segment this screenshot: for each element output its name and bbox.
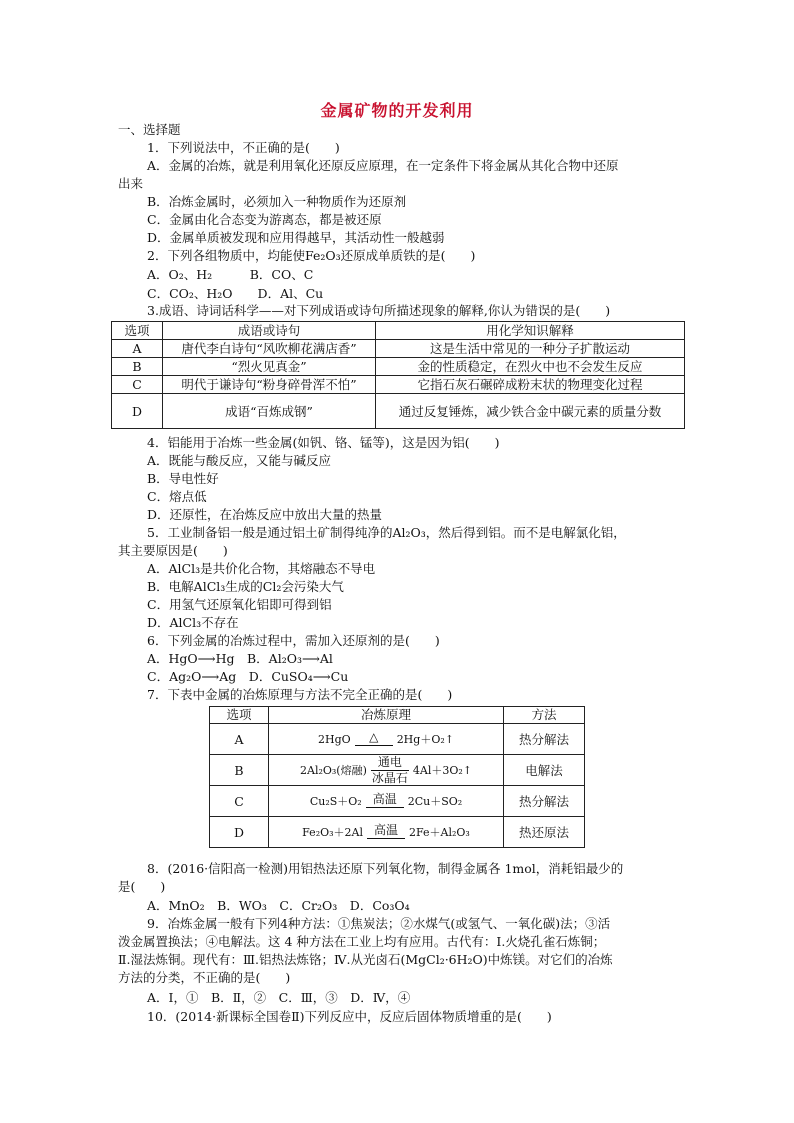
q7-equation xyxy=(269,755,504,786)
q3-cell: C xyxy=(112,376,163,394)
q9-line-4: 方法的分类，不正确的是( ) xyxy=(118,970,291,985)
q8-stem: 8．(2016·信阳高一检测)用铝热法还原下列氧化物，制得金属各 1mol，消耗铝最少的 xyxy=(147,861,624,876)
q10-stem: 10．(2014·新课标全国卷Ⅱ)下列反应中，反应后固体物质增重的是( ) xyxy=(147,1009,552,1024)
q7-header-principle: 冶炼原理 xyxy=(269,707,504,724)
q5-stem-cont: 其主要原因是( ) xyxy=(118,543,228,558)
q7-cell-option: C xyxy=(210,786,269,817)
q7-table-header xyxy=(210,707,585,724)
q3-cell: 通过反复锤炼，减少铁合金中碳元素的质量分数 xyxy=(376,394,685,429)
q5-option-d: D．AlCl₃不存在 xyxy=(147,615,239,630)
q3-cell: “烈火见真金” xyxy=(163,358,376,376)
q6-stem: 6．下列金属的冶炼过程中，需加入还原剂的是( ) xyxy=(147,633,440,648)
q4-option-a: A．既能与酸反应，又能与碱反应 xyxy=(147,453,332,468)
q3-cell: D xyxy=(112,394,163,429)
q3-cell: B xyxy=(112,358,163,376)
q2-stem: 2．下列各组物质中，均能使Fe₂O₃还原成单质铁的是( ) xyxy=(147,248,476,263)
q9-line-2: 泼金属置换法；④电解法。这 4 种方法在工业上均有应用。古代有：Ⅰ.火烧孔雀石炼铜； xyxy=(118,934,606,949)
q7-table xyxy=(209,706,585,848)
q1-option-d: D．金属单质被发现和应用得越早，其活动性一般越弱 xyxy=(147,230,445,245)
reactants: 2HgO xyxy=(318,732,351,746)
q7-equation xyxy=(269,786,504,817)
q3-cell: 这是生活中常见的一种分子扩散运动 xyxy=(376,340,685,358)
q4-stem: 4．铝能用于冶炼一些金属(如钒、铬、锰等)，这是因为铝( ) xyxy=(147,435,500,450)
q3-cell: 唐代李白诗句“风吹柳花满店香” xyxy=(163,340,376,358)
table-row xyxy=(210,786,585,817)
q5-option-a: A．AlCl₃是共价化合物，其熔融态不导电 xyxy=(147,561,376,576)
q6-options-ab: A．HgO⟶Hg B．Al₂O₃⟶Al xyxy=(147,651,333,666)
q7-cell-option: D xyxy=(210,817,269,848)
q9-options: A．Ⅰ，① B．Ⅱ，② C．Ⅲ，③ D．Ⅳ，④ xyxy=(147,990,411,1005)
condition-top: 高温 xyxy=(372,792,397,806)
reactants: Fe₂O₃＋2Al xyxy=(302,826,363,839)
condition-top: 通电 xyxy=(377,754,402,769)
q2-options-ab: A．O₂、H₂ B．CO、C xyxy=(147,267,314,282)
products: 4Al＋3O₂↑ xyxy=(412,764,472,777)
q4-option-d: D．还原性，在冶炼反应中放出大量的热量 xyxy=(147,507,383,522)
products: 2Fe＋Al₂O₃ xyxy=(409,826,470,839)
condition-top: △ xyxy=(369,730,379,745)
q4-option-c: C．熔点低 xyxy=(147,489,207,504)
q3-header-phrase: 成语或诗句 xyxy=(163,322,376,340)
table-row xyxy=(112,340,685,358)
products: 2Cu＋SO₂ xyxy=(407,795,463,808)
q1-option-a-cont: 出来 xyxy=(118,176,144,191)
table-row xyxy=(210,724,585,755)
q9-line-3: Ⅱ.湿法炼铜。现代有：Ⅲ.铝热法炼铬；Ⅳ.从光卤石(MgCl₂·6H₂O)中炼镁。对它们的冶炼 xyxy=(118,952,613,967)
q9-line-1: 9．冶炼金属一般有下列4种方法：①焦炭法；②水煤气(或氢气、一氧化碳)法；③活 xyxy=(147,916,611,931)
q3-cell: 成语“百炼成钢” xyxy=(163,394,376,429)
q7-cell-method: 热还原法 xyxy=(504,817,585,848)
condition-bottom: 冰晶石 xyxy=(371,770,408,785)
q3-stem: 3.成语、诗词话科学——对下列成语或诗句所描述现象的解释,你认为错误的是( ) xyxy=(147,303,611,318)
q7-cell-option: B xyxy=(210,755,269,786)
q7-equation xyxy=(269,724,504,755)
reactants: Cu₂S＋O₂ xyxy=(309,795,362,808)
q3-cell: 明代于谦诗句“粉身碎骨浑不怕” xyxy=(163,376,376,394)
q8-stem-cont: 是( ) xyxy=(118,879,166,894)
condition-top: 高温 xyxy=(373,823,398,837)
q1-option-b: B．冶炼金属时，必须加入一种物质作为还原剂 xyxy=(147,194,407,209)
q6-options-cd: C．Ag₂O⟶Ag D．CuSO₄⟶Cu xyxy=(147,669,349,684)
q1-option-c: C．金属由化合态变为游离态，都是被还原 xyxy=(147,212,382,227)
q3-header-explanation: 用化学知识解释 xyxy=(376,322,685,340)
q2-options-cd: C．CO₂、H₂O D．Al、Cu xyxy=(147,286,324,301)
q7-cell-method: 热分解法 xyxy=(504,724,585,755)
q8-options: A．MnO₂ B．WO₃ C．Cr₂O₃ D．Co₃O₄ xyxy=(147,898,410,913)
table-row xyxy=(210,817,585,848)
q4-option-b: B．导电性好 xyxy=(147,471,219,486)
q3-table-header xyxy=(112,322,685,340)
q3-table xyxy=(111,321,685,429)
products: 2Hg＋O₂↑ xyxy=(396,733,454,747)
table-row xyxy=(112,376,685,394)
section-heading: 一、选择题 xyxy=(118,122,181,137)
page-title: 金属矿物的开发利用 xyxy=(320,101,474,120)
q7-header-method: 方法 xyxy=(504,707,585,724)
table-row xyxy=(210,755,585,786)
table-row xyxy=(112,358,685,376)
q3-cell: A xyxy=(112,340,163,358)
q7-stem: 7．下表中金属的冶炼原理与方法不完全正确的是( ) xyxy=(147,687,453,702)
q5-option-c: C．用氢气还原氧化铝即可得到铝 xyxy=(147,597,332,612)
q5-stem: 5．工业制备铝一般是通过铝土矿制得纯净的Al₂O₃，然后得到铝。而不是电解氯化铝， xyxy=(147,525,626,540)
q3-cell: 金的性质稳定，在烈火中也不会发生反应 xyxy=(376,358,685,376)
q1-option-a: A．金属的冶炼，就是利用氧化还原反应原理，在一定条件下将金属从其化合物中还原 xyxy=(147,158,619,173)
q7-cell-method: 热分解法 xyxy=(504,786,585,817)
q7-equation xyxy=(269,817,504,848)
q7-cell-method: 电解法 xyxy=(504,755,585,786)
q3-header-option: 选项 xyxy=(112,322,163,340)
table-row xyxy=(112,394,685,429)
q7-cell-option: A xyxy=(210,724,269,755)
q1-stem: 1．下列说法中，不正确的是( ) xyxy=(147,140,340,155)
q3-cell: 它指石灰石碾碎成粉末状的物理变化过程 xyxy=(376,376,685,394)
q5-option-b: B．电解AlCl₃生成的Cl₂会污染大气 xyxy=(147,579,344,594)
reactants: 2Al₂O₃(熔融) xyxy=(300,764,367,777)
q7-header-option: 选项 xyxy=(210,707,269,724)
